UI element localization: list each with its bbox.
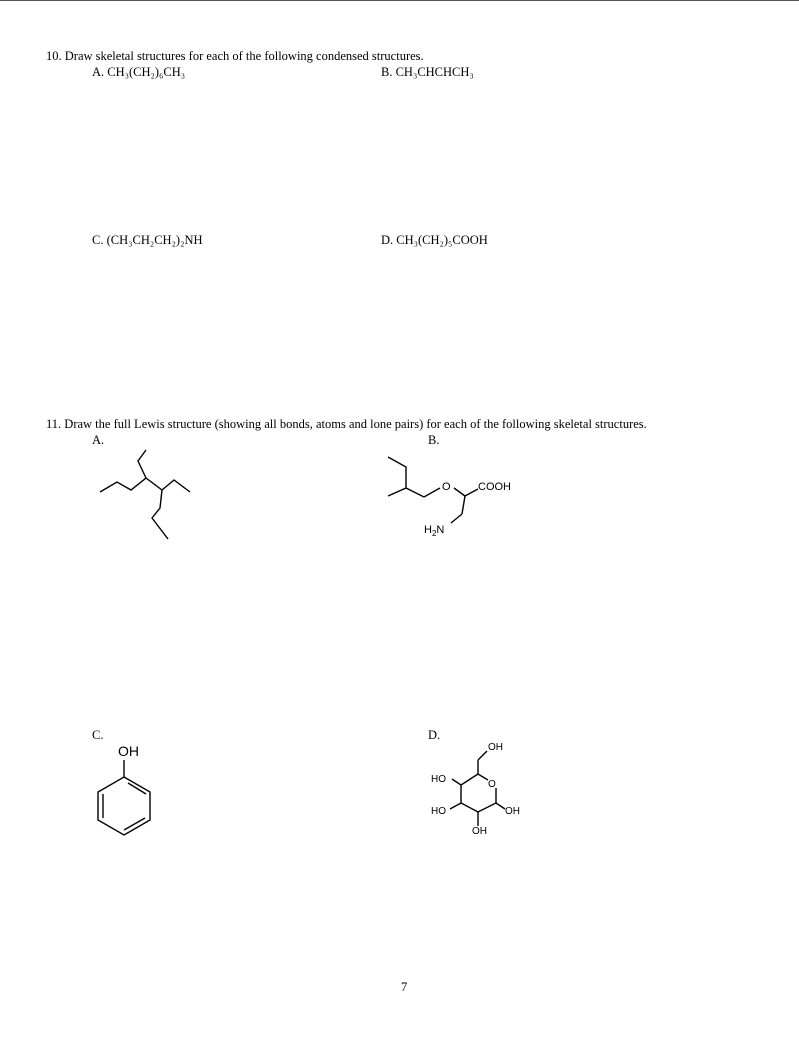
q11-d-ho-left: HO <box>431 774 446 785</box>
q11-d-ho-bottom-left: HO <box>431 806 446 817</box>
q11-d-oh-top: OH <box>488 742 503 753</box>
q11-b-oxygen: O <box>442 481 451 493</box>
q10-d-label: D. <box>381 233 394 247</box>
q11-b-amine-n: N <box>436 524 445 536</box>
q10-a-formula: CH₃(CH₂)₆CH₃ <box>107 65 186 79</box>
q11-b-amine-subscript: 2 <box>431 529 437 539</box>
q11-c-label: C. <box>92 728 104 742</box>
q11-c-hydroxyl: OH <box>118 743 139 759</box>
q11-a-label: A. <box>92 433 105 447</box>
q10-d-formula: CH₃(CH₂)₅COOH <box>396 233 488 247</box>
q10-b-formula: CH₃CHCHCH₃ <box>395 65 474 79</box>
q11-b-cooh: COOH <box>478 481 511 493</box>
q10-a-label: A. <box>92 65 105 79</box>
q11-b-amine-h: H <box>424 524 432 536</box>
q11-b-label: B. <box>428 433 440 447</box>
q11-d-ring-oxygen: O <box>488 779 496 790</box>
q11-d-oh-bottom: OH <box>472 826 487 837</box>
q11-d-label: D. <box>428 728 441 742</box>
q10-c-label: C. <box>92 233 104 247</box>
question-11-prompt: 11. Draw the full Lewis structure (showing all bonds, atoms and lone pairs) for each of the following skeletal structures. <box>46 417 647 431</box>
q10-b-label: B. <box>381 65 393 79</box>
question-10-prompt: 10. Draw skeletal structures for each of the following condensed structures. <box>46 49 424 63</box>
page-number: 7 <box>401 980 408 994</box>
q11-d-oh-right: OH <box>505 806 520 817</box>
q10-c-formula: (CH₃CH₂CH₂)₂NH <box>106 233 203 247</box>
